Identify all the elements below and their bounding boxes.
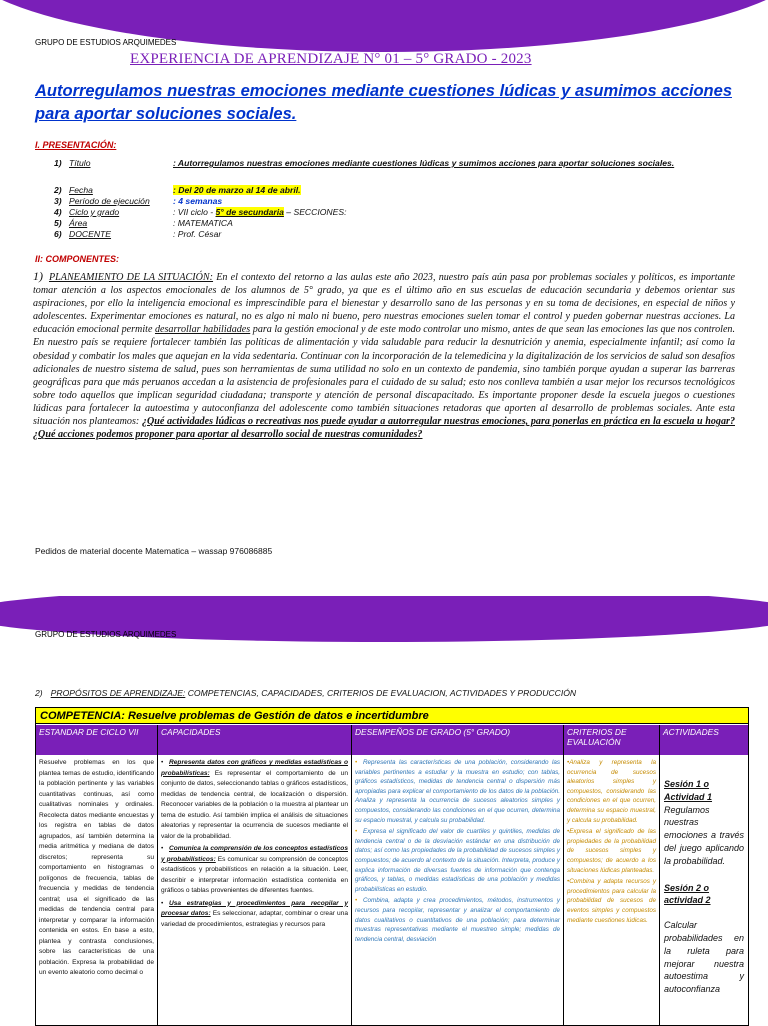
cycle-text: : VII ciclo - (173, 207, 216, 217)
learning-purposes-table (35, 707, 749, 1026)
capacity-item: • Comunica la comprensión de los conceptos estadísticos y probabilísticos: Es comunicar su comprensión de conceptos estadísticos y probabilísticos en relación a la situación. Leer, describir e interpretar información estadística contenida en gráficos o tablas provenientes de diferentes fuentes. (161, 845, 348, 894)
planning-number: 1) (33, 269, 43, 283)
row-number: 3) (54, 196, 62, 206)
group-label: GRUPO DE ESTUDIOS ARQUIMEDES (35, 630, 177, 639)
performance-text: Expresa el significado del valor de cuartiles y quintiles, medidas de tendencia central o de la desviación estándar en una distribución de datos; así como las propiedades de la probabilidad de sucesos simples y compuestos; de acuerdo al contexto de la situación. Interpreta, produce y explica información de diversas fuentes de información que contenga gráficos, y tablas, o medidas estadísticas de una población y medidas probabilísticas en estudio. (355, 828, 560, 893)
row-number: 2) (54, 185, 62, 195)
header-performances: DESEMPEÑOS DE GRADO (5° GRADO) (352, 725, 564, 755)
criteria-text: Analiza y representa la ocurrencia de sucesos aleatorios simples y compuestos, considerando las condiciones en el que ocurren, determina su espacio muestral, y calcula su probabilidad. (567, 759, 656, 824)
purposes-number: 2) (35, 688, 43, 698)
presentation-table (35, 158, 735, 240)
capacity-text: Es seleccionar, adaptar, combinar o crear una variedad de procedimientos, estrategias y recursos para (161, 910, 348, 928)
capacity-title: Usa estrategias y procedimientos para recopilar y procesar datos: (161, 899, 348, 917)
competence-row: COMPETENCIA: Resuelve problemas de Gestión de datos e incertidumbre (36, 708, 748, 724)
header-activities: ACTIVIDADES (660, 725, 748, 755)
row-value-date (173, 185, 713, 195)
activity-text: Regulamos nuestras emociones a través del juego aplicando la probabilidad. (664, 804, 744, 866)
presentation-row (35, 158, 735, 169)
row-number: 6) (54, 229, 62, 239)
capacities-cell (158, 755, 352, 1025)
activity-text: Calcular probabilidades en la ruleta para mejorar nuestra autoestima y autoconfianza (664, 920, 744, 995)
purposes-title: PROPÓSITOS DE APRENDIZAJE: (50, 688, 186, 698)
row-key: Fecha (69, 185, 93, 195)
row-value-title: : Autorregulamos nuestras emociones mediante cuestiones lúdicas y sumimos acciones para aportar soluciones sociales. (173, 158, 675, 168)
criteria-item: •Expresa el significado de las propiedades de la probabilidad de sucesos simples y compuestos; de acuerdo a los situaciones lúdicas planteadas. (567, 828, 656, 874)
capacity-text: Es comunicar su comprensión de conceptos estadísticos y probabilísticos en relación a la situación. Leer, describir e interpretar información estadística contenida en gráficos o tablas provenientes de diferentes fuentes. (161, 855, 348, 894)
page-gap (0, 566, 768, 596)
row-number: 1) (54, 158, 62, 168)
activity-session-title: Sesión 1 o Actividad 1 (664, 779, 713, 802)
row-value-teacher: : Prof. César (173, 229, 222, 239)
row-value-cycle (173, 207, 713, 217)
performance-text: Combina, adapta y crea procedimientos, métodos, instrumentos y recursos para recopilar, representar y analizar el comportamiento de datos cualitativos o cuantitativos de una población; para determinar muestras representativas mediante el muestreo simple; medidas de tendencia central, desviación (355, 897, 560, 943)
capacity-item: • Representa datos con gráficos y medidas estadísticas o probabilísticas: Es representar el comportamiento de un conjunto de datos, seleccionando tablas o gráficos estadísticos, medidas de tendencia central, de localización o dispersión. Reconocer variables de la población o la muestra al plantear un tema de estudio. Así también implica el análisis de situaciones aleatorias y representar la ocurrencia de sucesos mediante el valor de la probabilidad. (161, 759, 348, 840)
performance-item: • Combina, adapta y crea procedimientos, métodos, instrumentos y recursos para recopilar, representar y analizar el comportamiento de datos cualitativos o cuantitativos de una población; para determinar muestras representativas mediante el muestreo simple; medidas de tendencia central, desviación (355, 897, 560, 943)
row-key: Ciclo y grado (69, 207, 120, 217)
presentation-row (35, 196, 735, 207)
grade-text: 5° de secundaria (215, 207, 284, 217)
planning-text-continued: para la gestión emocional y de este modo controlar uno mismo, antes de que sean las emociones las que nos controlen. En nuestro país se requiere fortalecer también las políticas de alimentación y vida saludable para reducir la desnutrición y anemia, especialmente infantil; así como la obesidad y combatir los males que aquejan en la vida sedentaria. Continuar con la incorporación de la telemedicina y la digitalización de los servicios de salud son desafíos adicionales de nuestro sistema de salud, pues son herramientas de suma utilidad no solo en un contexto de pandemia, sino también porque ayudan a superar las barreras geográficas para que más peruanos accedan a la asistencia de profesionales para el cuidado de su salud; esto nos conlleva también a usar mejor los recursos tecnológicos sobre todo aquellos que implican seguridad ciudadana; transporte y atención de personal discapacitado. Es importante proponer desde la escuela juegos o cuestiones lúdicas para fortalecer la autoestima y autoconfianza del adolescente como también situaciones retadoras que aporten al desarrollo de problemas sociales. Ante esta situación nos planteamos: (33, 324, 735, 428)
row-number: 4) (54, 207, 62, 217)
planning-question: ¿Qué actividades lúdicas o recreativas nos puede ayudar a autorregular nuestras emociones, para ponerlas en práctica en la escuela u hogar? ¿Qué acciones podemos proponer para aportar al desarrollo social de nuestras comunidades? (33, 416, 735, 441)
presentation-row (35, 207, 735, 218)
presentation-row (35, 218, 735, 229)
standard-cell: Resuelve problemas en los que plantea temas de estudio, identificando la población pertinente y las variables cuantitativas continuas, así como cualitativas nominales y ordinales. Recolecta datos mediante encuestas y los registra en tablas de datos agrupados, así también determina la media aritmética y mediana de datos discretos; representa su comportamiento en histogramas o polígonos de frecuencia, tablas de frecuencia y medidas de tendencia central; usa el significado de las medidas de tendencia central para interpretar y comparar la información contenida en estos. En base a esto, plantea y contrasta conclusiones, sobre las características de una población. Expresa la probabilidad de un evento aleatorio como decimal o (36, 755, 158, 1025)
purposes-subtitle: COMPETENCIAS, CAPACIDADES, CRITERIOS DE EVALUACION, ACTIVIDADES Y PRODUCCIÓN (185, 688, 577, 698)
header-capacities: CAPACIDADES (158, 725, 352, 755)
row-value-duration: : 4 semanas (173, 196, 223, 206)
criteria-item: •Analiza y representa la ocurrencia de sucesos aleatorios simples y compuestos, considerando las condiciones en el que ocurren, determina su espacio muestral, y calcula su probabilidad. (567, 759, 656, 824)
section-components-label: II: COMPONENTES: (35, 254, 120, 264)
capacity-title: Comunica la comprensión de los conceptos estadísticos y probabilísticos: (161, 845, 348, 863)
performance-text: Representa las características de una población, considerando las variables pertinentes a estudiar y la muestra en estudio; con tablas, gráficos estadísticos, medidas de tendencia central o dispersión más apropiadas para explicar el comportamiento de los datos de la población. Analiza y representa la ocurrencia de sucesos aleatorios simples y compuestos, considerando las condiciones en el que ocurren, determina su espacio muestral, y calcula su probabilidad. (355, 759, 560, 824)
planning-paragraph (33, 270, 735, 441)
row-number: 5) (54, 218, 62, 228)
row-value-area: : MATEMATICA (173, 218, 233, 228)
activity-session-title: Sesión 2 o actividad 2 (664, 882, 711, 906)
performance-item: • Representa las características de una población, considerando las variables pertinentes a estudiar y la muestra en estudio; con tablas, gráficos estadísticos, medidas de tendencia central o dispersión más apropiadas para explicar el comportamiento de los datos de la población. Analiza y representa la ocurrencia de sucesos aleatorios simples y compuestos, considerando las condiciones en el que ocurren, determina su espacio muestral, y calcula su probabilidad. (355, 759, 560, 824)
section-presentation-label: I. PRESENTACIÓN: (35, 140, 117, 150)
criteria-text: Expresa el significado de las propiedades de la probabilidad de sucesos simples y compuestos; de acuerdo a los situaciones lúdicas planteadas. (567, 828, 656, 874)
purposes-heading (35, 688, 576, 698)
row-key: Título (69, 158, 91, 168)
activities-cell (660, 755, 748, 1025)
capacity-text: Es representar el comportamiento de un conjunto de datos, seleccionando tablas o gráficos estadísticos, medidas de tendencia central, de localización o dispersión. Reconocer variables de la población o la muestra al plantear un tema de estudio. Así también implica el análisis de situaciones aleatorias y representar la ocurrencia de sucesos mediante el valor de la probabilidad. (161, 769, 348, 840)
capacity-item: • Usa estrategias y procedimientos para recopilar y procesar datos: Es seleccionar, adaptar, combinar o crear una variedad de procedimientos, estrategias y recursos para (161, 899, 348, 928)
date-value: : Del 20 de marzo al 14 de abril. (173, 185, 301, 195)
footer-note: Pedidos de material docente Matematica – wassap 976086885 (35, 546, 273, 556)
capacity-title: Representa datos con gráficos y medidas estadísticas o probabilísticas: (161, 759, 348, 777)
row-key: Período de ejecución (69, 196, 150, 206)
experience-title: EXPERIENCIA DE APRENDIZAJE N° 01 – 5° GRADO - 2023 (130, 51, 532, 67)
group-label: GRUPO DE ESTUDIOS ARQUIMEDES (35, 38, 177, 47)
row-key: DOCENTE (69, 229, 112, 239)
header-standard: ESTANDAR DE CICLO VII (36, 725, 158, 755)
planning-title: PLANEAMIENTO DE LA SITUACIÓN: (49, 272, 214, 283)
presentation-row (35, 229, 735, 240)
criteria-text: Combina y adapta recursos y procedimientos para calcular la probabilidad de sucesos de eventos simples y compuestos mediante cuestiones lúdicas. (567, 878, 656, 924)
main-heading: Autorregulamos nuestras emociones mediante cuestiones lúdicas y asumimos acciones para aportar soluciones sociales. (35, 82, 732, 123)
performances-cell (352, 755, 564, 1025)
planning-text: En el contexto del retorno a las aulas este año 2023, nuestro país aún pasa por problemas sociales y políticos, es importante tomar atención a los aspectos emocionales de los alumnos de 5° grado, ya que es el último año en sus escuelas de educación secundaria y debemos orientar sus aspiraciones, por ello la inteligencia emocional es imprescindible para el bienestar y desarrollo sano de las personas y en su toma de decisiones, en especial de niños y adolescentes. Experimentar emociones es natural, no es algo ni malo ni bueno, pero nuestras emociones suelen tomar el control y pueden gobernar nuestras acciones. La educación emocional permite (33, 272, 735, 336)
sections-text: – SECCIONES: (283, 207, 347, 217)
criteria-item: •Combina y adapta recursos y procedimientos para calcular la probabilidad de sucesos de eventos simples y compuestos mediante cuestiones lúdicas. (567, 878, 656, 924)
planning-highlight: desarrollar habilidades (154, 324, 251, 336)
header-criteria: CRITERIOS DE EVALUACIÓN (564, 725, 660, 755)
criteria-cell (564, 755, 660, 1025)
performance-item: • Expresa el significado del valor de cuartiles y quintiles, medidas de tendencia central o de la desviación estándar en una distribución de datos; así como las propiedades de la probabilidad de sucesos simples y compuestos; de acuerdo al contexto de la situación. Interpreta, produce y explica información de diversas fuentes de información que contenga gráficos, y tablas, o medidas estadísticas de una población y medidas probabilísticas en estudio. (355, 828, 560, 893)
presentation-row (35, 185, 735, 196)
row-key: Área (69, 218, 88, 228)
